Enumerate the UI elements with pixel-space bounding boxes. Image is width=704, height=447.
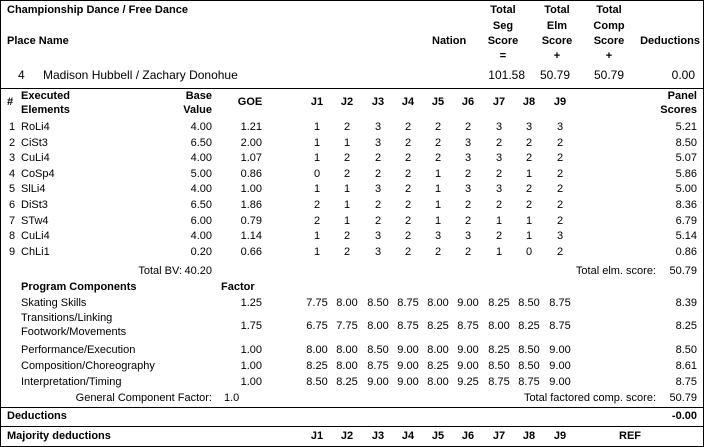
element-base-value: 4.00 bbox=[190, 121, 212, 133]
judge-header-3: J3 bbox=[371, 96, 385, 108]
element-judge-score: 2 bbox=[464, 199, 472, 211]
total-seg-score-label-4: = bbox=[499, 50, 507, 62]
element-panel-score: 8.36 bbox=[675, 199, 697, 211]
component-judge-score: 8.75 bbox=[397, 297, 419, 309]
element-judge-score: 3 bbox=[495, 183, 503, 195]
judge-header-2: J2 bbox=[340, 96, 354, 108]
component-judge-score: 6.75 bbox=[306, 320, 328, 332]
element-judge-score: 2 bbox=[404, 152, 412, 164]
element-base-value: 6.00 bbox=[190, 215, 212, 227]
element-base-value: 6.50 bbox=[190, 199, 212, 211]
element-number: 9 bbox=[9, 246, 16, 258]
total-elm-score-label-1: Total bbox=[544, 4, 570, 16]
component-judge-score: 8.25 bbox=[306, 360, 328, 372]
element-judge-score: 2 bbox=[464, 168, 472, 180]
element-judge-score: 2 bbox=[313, 199, 321, 211]
total-comp-score-footer-value: 50.79 bbox=[669, 392, 697, 404]
component-judge-score: 8.25 bbox=[488, 344, 510, 356]
element-judge-score: 2 bbox=[343, 230, 351, 242]
element-judge-score: 3 bbox=[434, 230, 442, 242]
component-name: Performance/Execution bbox=[21, 344, 136, 356]
element-judge-score: 3 bbox=[374, 121, 382, 133]
skater-total-comp-score: 50.79 bbox=[593, 68, 624, 82]
element-base-value: 4.00 bbox=[190, 183, 212, 195]
component-judge-score: 8.75 bbox=[549, 320, 571, 332]
component-judge-score: 7.75 bbox=[306, 297, 328, 309]
component-judge-score: 8.75 bbox=[367, 360, 389, 372]
element-number: 8 bbox=[9, 230, 16, 242]
element-panel-score: 5.21 bbox=[675, 121, 697, 133]
element-panel-score: 5.00 bbox=[675, 183, 697, 195]
total-seg-score-label-3: Score bbox=[487, 35, 519, 47]
component-judge-score: 8.00 bbox=[427, 376, 449, 388]
total-seg-score-label-1: Total bbox=[490, 4, 516, 16]
element-judge-score: 2 bbox=[556, 215, 564, 227]
component-judge-score: 8.00 bbox=[336, 297, 358, 309]
skater-total-elm-score: 50.79 bbox=[539, 68, 570, 82]
element-judge-score: 1 bbox=[525, 215, 533, 227]
element-judge-score: 2 bbox=[556, 183, 564, 195]
element-judge-score: 3 bbox=[464, 183, 472, 195]
element-name: CiSt3 bbox=[21, 137, 48, 149]
component-panel-score: 8.61 bbox=[675, 360, 697, 372]
total-seg-score-label-2: Seg bbox=[492, 20, 514, 32]
element-name: STw4 bbox=[21, 215, 49, 227]
component-judge-score: 8.00 bbox=[488, 320, 510, 332]
element-judge-score: 1 bbox=[343, 137, 351, 149]
majority-judge-3: J3 bbox=[371, 430, 385, 442]
element-goe: 0.79 bbox=[240, 215, 262, 227]
component-judge-score: 8.25 bbox=[336, 376, 358, 388]
element-judge-score: 2 bbox=[434, 246, 442, 258]
skater-place: 4 bbox=[18, 68, 25, 82]
element-judge-score: 2 bbox=[404, 168, 412, 180]
element-goe: 1.21 bbox=[240, 121, 262, 133]
component-judge-score: 8.50 bbox=[518, 344, 540, 356]
judge-header-7: J7 bbox=[492, 96, 506, 108]
element-name: ChLi1 bbox=[21, 246, 50, 258]
total-bv-label: Total BV: bbox=[138, 265, 182, 277]
panel-label: Panel bbox=[667, 90, 697, 102]
element-judge-score: 1 bbox=[313, 137, 321, 149]
element-judge-score: 1 bbox=[525, 168, 533, 180]
program-components-label: Program Components bbox=[21, 281, 137, 293]
component-judge-score: 9.00 bbox=[457, 360, 479, 372]
gcf-label: General Component Factor: bbox=[75, 392, 212, 404]
element-judge-score: 2 bbox=[556, 168, 564, 180]
component-judge-score: 8.75 bbox=[549, 297, 571, 309]
element-judge-score: 2 bbox=[556, 137, 564, 149]
element-judge-score: 2 bbox=[464, 215, 472, 227]
element-judge-score: 2 bbox=[556, 199, 564, 211]
component-factor: 1.75 bbox=[240, 320, 262, 332]
element-judge-score: 2 bbox=[343, 121, 351, 133]
frame-top bbox=[0, 0, 704, 1]
element-judge-score: 3 bbox=[374, 230, 382, 242]
element-judge-score: 2 bbox=[434, 121, 442, 133]
component-judge-score: 9.25 bbox=[457, 376, 479, 388]
base-label: Base bbox=[185, 90, 212, 102]
element-panel-score: 0.86 bbox=[675, 246, 697, 258]
element-base-value: 4.00 bbox=[190, 152, 212, 164]
element-goe: 1.07 bbox=[240, 152, 262, 164]
component-judge-score: 8.25 bbox=[488, 297, 510, 309]
component-judge-score: 8.00 bbox=[336, 344, 358, 356]
component-name: Skating Skills bbox=[21, 297, 87, 309]
component-judge-score: 9.00 bbox=[457, 297, 479, 309]
skater-total-seg-score: 101.58 bbox=[488, 68, 525, 82]
element-judge-score: 1 bbox=[313, 121, 321, 133]
element-judge-score: 0 bbox=[525, 246, 533, 258]
component-judge-score: 8.75 bbox=[518, 376, 540, 388]
element-judge-score: 2 bbox=[525, 137, 533, 149]
page-title: Championship Dance / Free Dance bbox=[7, 4, 188, 16]
element-number: 4 bbox=[9, 168, 16, 180]
element-goe: 2.00 bbox=[240, 137, 262, 149]
divider-majority bbox=[0, 426, 704, 427]
judge-header-9: J9 bbox=[553, 96, 567, 108]
component-judge-score: 8.50 bbox=[518, 297, 540, 309]
majority-judge-4: J4 bbox=[401, 430, 415, 442]
element-judge-score: 1 bbox=[343, 183, 351, 195]
component-factor: 1.00 bbox=[240, 360, 262, 372]
component-judge-score: 9.00 bbox=[397, 344, 419, 356]
element-name: SlLi4 bbox=[21, 183, 46, 195]
component-judge-score: 9.00 bbox=[457, 344, 479, 356]
element-goe: 1.14 bbox=[240, 230, 262, 242]
component-judge-score: 9.00 bbox=[549, 376, 571, 388]
element-judge-score: 2 bbox=[313, 215, 321, 227]
element-judge-score: 1 bbox=[434, 215, 442, 227]
component-panel-score: 8.25 bbox=[675, 320, 697, 332]
component-factor: 1.25 bbox=[240, 297, 262, 309]
element-judge-score: 2 bbox=[343, 168, 351, 180]
total-elm-score-label-4: + bbox=[553, 50, 561, 62]
majority-judge-7: J7 bbox=[492, 430, 506, 442]
element-judge-score: 3 bbox=[556, 230, 564, 242]
element-judge-score: 2 bbox=[525, 199, 533, 211]
majority-judge-6: J6 bbox=[461, 430, 475, 442]
element-judge-score: 1 bbox=[313, 152, 321, 164]
element-judge-score: 1 bbox=[434, 199, 442, 211]
element-judge-score: 2 bbox=[464, 246, 472, 258]
element-name: CuLi4 bbox=[21, 152, 50, 164]
total-comp-score-label-4: + bbox=[605, 50, 613, 62]
element-judge-score: 2 bbox=[495, 168, 503, 180]
component-name: Transitions/Linking bbox=[21, 312, 113, 324]
element-goe: 0.86 bbox=[240, 168, 262, 180]
component-panel-score: 8.75 bbox=[675, 376, 697, 388]
element-judge-score: 2 bbox=[404, 121, 412, 133]
elements-hash-label: # bbox=[7, 96, 14, 108]
element-judge-score: 2 bbox=[495, 230, 503, 242]
majority-judge-1: J1 bbox=[310, 430, 324, 442]
majority-judge-9: J9 bbox=[553, 430, 567, 442]
element-judge-score: 1 bbox=[495, 246, 503, 258]
element-name: RoLi4 bbox=[21, 121, 50, 133]
element-name: DiSt3 bbox=[21, 199, 48, 211]
total-elm-score-label-3: Score bbox=[541, 35, 573, 47]
element-judge-score: 3 bbox=[374, 246, 382, 258]
element-judge-score: 2 bbox=[434, 152, 442, 164]
element-number: 7 bbox=[9, 215, 16, 227]
majority-ref-label: REF bbox=[619, 430, 641, 442]
majority-judge-8: J8 bbox=[522, 430, 536, 442]
component-judge-score: 9.00 bbox=[367, 376, 389, 388]
element-number: 1 bbox=[9, 121, 16, 133]
element-judge-score: 2 bbox=[404, 137, 412, 149]
scores-label: Scores bbox=[660, 104, 697, 116]
element-judge-score: 3 bbox=[464, 137, 472, 149]
majority-judge-2: J2 bbox=[340, 430, 354, 442]
goe-label: GOE bbox=[237, 96, 263, 108]
component-judge-score: 8.75 bbox=[457, 320, 479, 332]
component-judge-score: 8.00 bbox=[306, 344, 328, 356]
component-judge-score: 8.75 bbox=[488, 376, 510, 388]
skater-name: Madison Hubbell / Zachary Donohue bbox=[43, 68, 238, 82]
element-goe: 1.00 bbox=[240, 183, 262, 195]
value-label: Value bbox=[183, 104, 212, 116]
majority-judge-5: J5 bbox=[431, 430, 445, 442]
element-judge-score: 2 bbox=[374, 152, 382, 164]
element-judge-score: 2 bbox=[404, 199, 412, 211]
component-judge-score: 9.00 bbox=[397, 360, 419, 372]
element-judge-score: 2 bbox=[343, 246, 351, 258]
divider-skater-elements bbox=[0, 88, 704, 89]
deductions-row-label: Deductions bbox=[7, 410, 67, 422]
element-number: 6 bbox=[9, 199, 16, 211]
total-elm-score-label-2: Elm bbox=[546, 20, 568, 32]
element-name: CoSp4 bbox=[21, 168, 55, 180]
element-panel-score: 6.79 bbox=[675, 215, 697, 227]
total-elm-score-value: 50.79 bbox=[669, 265, 697, 277]
element-judge-score: 3 bbox=[374, 183, 382, 195]
element-judge-score: 0 bbox=[313, 168, 321, 180]
element-judge-score: 1 bbox=[434, 168, 442, 180]
factor-label: Factor bbox=[221, 281, 255, 293]
element-judge-score: 2 bbox=[404, 215, 412, 227]
element-goe: 0.66 bbox=[240, 246, 262, 258]
element-judge-score: 2 bbox=[404, 246, 412, 258]
element-judge-score: 1 bbox=[343, 215, 351, 227]
element-panel-score: 5.86 bbox=[675, 168, 697, 180]
gcf-value: 1.0 bbox=[224, 392, 240, 404]
element-judge-score: 1 bbox=[313, 230, 321, 242]
judge-header-6: J6 bbox=[461, 96, 475, 108]
element-judge-score: 2 bbox=[464, 121, 472, 133]
element-judge-score: 2 bbox=[404, 183, 412, 195]
element-number: 5 bbox=[9, 183, 16, 195]
element-judge-score: 3 bbox=[525, 121, 533, 133]
deductions-label: Deductions bbox=[640, 35, 700, 47]
element-number: 2 bbox=[9, 137, 16, 149]
element-judge-score: 3 bbox=[495, 121, 503, 133]
element-judge-score: 2 bbox=[404, 230, 412, 242]
element-judge-score: 2 bbox=[374, 168, 382, 180]
component-judge-score: 8.25 bbox=[427, 320, 449, 332]
component-judge-score: 8.00 bbox=[336, 360, 358, 372]
element-base-value: 0.20 bbox=[190, 246, 212, 258]
element-judge-score: 1 bbox=[495, 215, 503, 227]
component-name: Interpretation/Timing bbox=[21, 376, 122, 388]
place-name-label: Place Name bbox=[7, 35, 69, 47]
component-judge-score: 8.75 bbox=[397, 320, 419, 332]
majority-deductions-label: Majority deductions bbox=[7, 430, 111, 442]
element-name: CuLi4 bbox=[21, 230, 50, 242]
component-factor: 1.00 bbox=[240, 344, 262, 356]
element-judge-score: 2 bbox=[495, 137, 503, 149]
element-judge-score: 3 bbox=[464, 152, 472, 164]
element-judge-score: 1 bbox=[313, 183, 321, 195]
component-judge-score: 9.00 bbox=[549, 344, 571, 356]
component-judge-score: 8.50 bbox=[367, 344, 389, 356]
element-number: 3 bbox=[9, 152, 16, 164]
judge-header-8: J8 bbox=[522, 96, 536, 108]
element-judge-score: 3 bbox=[464, 230, 472, 242]
element-judge-score: 2 bbox=[556, 246, 564, 258]
element-panel-score: 8.50 bbox=[675, 137, 697, 149]
component-judge-score: 8.25 bbox=[427, 360, 449, 372]
judge-header-5: J5 bbox=[431, 96, 445, 108]
component-judge-score: 8.00 bbox=[427, 297, 449, 309]
element-judge-score: 2 bbox=[374, 199, 382, 211]
element-judge-score: 2 bbox=[525, 183, 533, 195]
element-judge-score: 3 bbox=[374, 137, 382, 149]
component-judge-score: 8.25 bbox=[518, 320, 540, 332]
element-judge-score: 1 bbox=[343, 199, 351, 211]
nation-label: Nation bbox=[432, 35, 467, 47]
judge-header-4: J4 bbox=[401, 96, 415, 108]
elements-label: Elements bbox=[21, 104, 70, 116]
element-judge-score: 2 bbox=[556, 152, 564, 164]
component-judge-score: 8.50 bbox=[518, 360, 540, 372]
element-judge-score: 1 bbox=[434, 183, 442, 195]
judge-header-1: J1 bbox=[310, 96, 324, 108]
total-comp-score-label-2: Comp bbox=[593, 20, 625, 32]
element-judge-score: 3 bbox=[556, 121, 564, 133]
executed-label: Executed bbox=[21, 90, 70, 102]
element-judge-score: 2 bbox=[374, 215, 382, 227]
component-judge-score: 8.50 bbox=[367, 297, 389, 309]
component-judge-score: 7.75 bbox=[336, 320, 358, 332]
element-judge-score: 1 bbox=[525, 230, 533, 242]
total-comp-score-label-1: Total bbox=[596, 4, 622, 16]
total-elm-score-label: Total elm. score: bbox=[575, 265, 656, 277]
component-judge-score: 9.00 bbox=[397, 376, 419, 388]
element-judge-score: 2 bbox=[495, 199, 503, 211]
skater-deductions: 0.00 bbox=[671, 68, 695, 82]
component-name-line2: Footwork/Movements bbox=[21, 326, 127, 338]
element-base-value: 5.00 bbox=[190, 168, 212, 180]
element-judge-score: 3 bbox=[495, 152, 503, 164]
element-judge-score: 2 bbox=[434, 137, 442, 149]
total-comp-score-label-3: Score bbox=[593, 35, 625, 47]
element-panel-score: 5.07 bbox=[675, 152, 697, 164]
element-judge-score: 2 bbox=[525, 152, 533, 164]
element-panel-score: 5.14 bbox=[675, 230, 697, 242]
component-factor: 1.00 bbox=[240, 376, 262, 388]
divider-deductions bbox=[0, 407, 704, 408]
component-judge-score: 8.00 bbox=[367, 320, 389, 332]
component-name: Composition/Choreography bbox=[21, 360, 155, 372]
total-bv-value: 40.20 bbox=[184, 265, 212, 277]
element-base-value: 4.00 bbox=[190, 230, 212, 242]
frame-left bbox=[0, 0, 1, 447]
component-judge-score: 9.00 bbox=[549, 360, 571, 372]
element-base-value: 6.50 bbox=[190, 137, 212, 149]
component-judge-score: 8.50 bbox=[488, 360, 510, 372]
element-judge-score: 1 bbox=[313, 246, 321, 258]
element-judge-score: 2 bbox=[343, 152, 351, 164]
deductions-row-value: -0.00 bbox=[671, 410, 697, 422]
component-panel-score: 8.39 bbox=[675, 297, 697, 309]
element-goe: 1.86 bbox=[240, 199, 262, 211]
component-panel-score: 8.50 bbox=[675, 344, 697, 356]
component-judge-score: 8.00 bbox=[427, 344, 449, 356]
component-judge-score: 8.50 bbox=[306, 376, 328, 388]
total-comp-score-footer-label: Total factored comp. score: bbox=[523, 392, 656, 404]
